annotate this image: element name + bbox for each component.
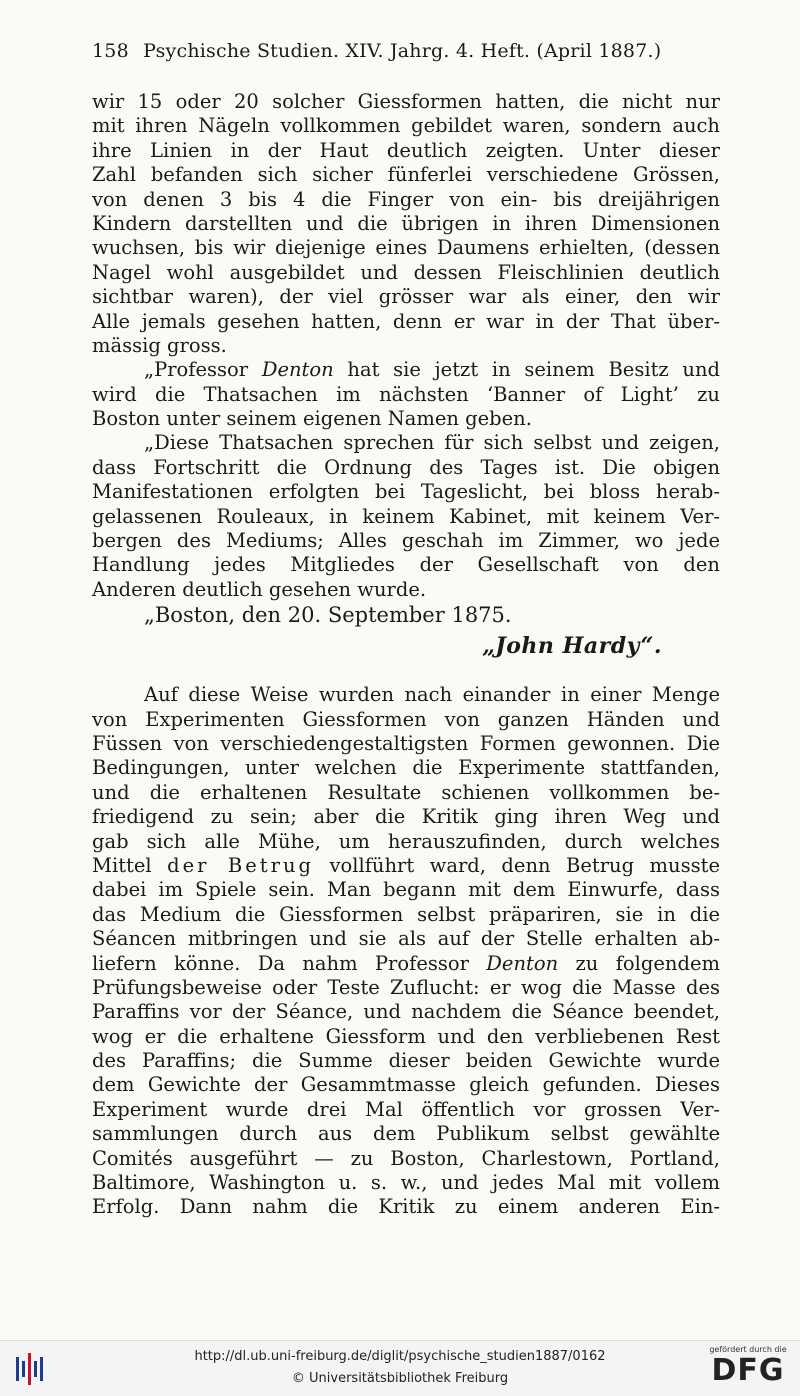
viewer-footer <box>0 1340 800 1396</box>
emphasized-text: der Betrug <box>167 853 314 877</box>
text-line: Anderen deutlich gesehen wurde. <box>92 577 427 601</box>
text-line: des Paraffins; die Summe dieser beiden Gewichte wurde <box>92 1049 720 1073</box>
person-name: Denton <box>486 951 559 975</box>
text-line: friedigend zu sein; aber die Kritik ging ihren Weg und <box>92 805 720 829</box>
text-line: Füssen von verschiedengestaltigsten Formen gewonnen. Die <box>92 731 720 755</box>
text-segment: zu folgendem <box>558 951 720 975</box>
text-line: ihre Linien in der Haut deutlich zeigten. Unter dieser <box>92 138 720 162</box>
source-url[interactable]: http://dl.ub.uni-freiburg.de/diglit/psychische_studien1887/0162 <box>194 1349 606 1364</box>
text-line: das Medium die Giessformen selbst präpariren, sie in die <box>92 902 720 926</box>
text-line: Alle jemals gesehen hatten, denn er war in der That über- <box>92 309 720 333</box>
text-line: Zahl befanden sich sicher fünferlei verschiedene Grössen, <box>92 163 720 187</box>
text-line: Handlung jedes Mitgliedes der Gesellschaft von den <box>92 553 720 577</box>
text-line: Séancen mitbringen und sie als auf der Stelle erhalten ab- <box>92 927 720 951</box>
text-line: gelassenen Rouleaux, in keinem Kabinet, mit keinem Ver- <box>92 504 720 528</box>
text-line: Nagel wohl ausgebildet und dessen Fleischlinien deutlich <box>92 260 720 284</box>
text-line: Bedingungen, unter welchen die Experimente stattfanden, <box>92 756 720 780</box>
text-line: Kindern darstellten und die übrigen in ihren Dimensionen <box>92 211 720 235</box>
text-line: von denen 3 bis 4 die Finger von ein- bis dreijährigen <box>92 187 720 211</box>
page-number: 158 <box>92 40 129 62</box>
text-line: Comités ausgeführt — zu Boston, Charlestown, Portland, <box>92 1146 720 1170</box>
text-segment: Mittel <box>92 853 168 877</box>
text-segment: liefern könne. Da nahm Professor <box>92 951 487 975</box>
text-segment: „Professor <box>144 358 262 382</box>
text-line: Paraffins vor der Séance, und nachdem die Séance beendet, <box>92 1000 720 1024</box>
paragraph-gap <box>92 663 720 683</box>
text-line: Prüfungsbeweise oder Teste Zuflucht: er wog die Masse des <box>92 975 720 999</box>
dateline: „Boston, den 20. September 1875. <box>144 603 512 628</box>
text-line: von Experimenten Giessformen von ganzen Händen und <box>92 707 720 731</box>
copyright-notice: © Universitätsbibliothek Freiburg <box>291 1371 509 1386</box>
text-line <box>92 854 720 878</box>
text-line: Erfolg. Dann nahm die Kritik zu einem anderen Ein- <box>92 1195 720 1219</box>
dfg-caption: gefördert durch die <box>709 1345 787 1354</box>
text-line: gab sich alle Mühe, um herauszufinden, durch welches <box>92 829 720 853</box>
text-line: dem Gewichte der Gesammtmasse gleich gefunden. Dieses <box>92 1073 720 1097</box>
person-name: Denton <box>261 358 334 382</box>
text-line <box>92 952 720 976</box>
signature: „John Hardy“. <box>482 633 662 660</box>
text-line: „Diese Thatsachen sprechen für sich selbst und zeigen, <box>144 431 720 455</box>
running-header <box>92 40 732 62</box>
text-line: Baltimore, Washington u. s. w., und jedes Mal mit vollem <box>92 1171 720 1195</box>
text-segment: vollführt ward, denn Betrug musste <box>314 853 720 877</box>
body-text <box>92 90 720 1220</box>
text-line: sichtbar waren), der viel grösser war als einer, den wir <box>92 285 720 309</box>
text-line: und die erhaltenen Resultate schienen vollkommen be- <box>92 780 720 804</box>
text-line: mässig gross. <box>92 333 227 357</box>
text-line: dabei im Spiele sein. Man begann mit dem Einwurfe, dass <box>92 878 720 902</box>
text-line: bergen des Mediums; Alles geschah im Zimmer, wo jede <box>92 529 720 553</box>
text-line: wir 15 oder 20 solcher Giessformen hatten, die nicht nur <box>92 90 720 113</box>
text-line: wog er die erhaltene Giessform und den verbliebenen Rest <box>92 1024 720 1048</box>
text-line: wuchsen, bis wir diejenige eines Daumens erhielten, (dessen <box>92 236 720 260</box>
text-line: sammlungen durch aus dem Publikum selbst gewählte <box>92 1122 720 1146</box>
text-line: mit ihren Nägeln vollkommen gebildet waren, sondern auch <box>92 114 720 138</box>
text-segment: hat sie jetzt in seinem Besitz und <box>333 358 720 382</box>
dfg-logo <box>706 1345 790 1393</box>
text-line: Auf diese Weise wurden nach einander in einer Menge <box>144 683 720 707</box>
text-line: dass Fortschritt die Ordnung des Tages ist. Die obigen <box>92 455 720 479</box>
running-title: Psychische Studien. XIV. Jahrg. 4. Heft. (April 1887.) <box>143 40 662 62</box>
text-line: wird die Thatsachen im nächsten ‘Banner of Light’ zu <box>92 382 720 406</box>
text-line <box>92 358 720 382</box>
text-line: Experiment wurde drei Mal öffentlich vor grossen Ver- <box>92 1097 720 1121</box>
text-line: Boston unter seinem eigenen Namen geben. <box>92 407 532 431</box>
text-line: Manifestationen erfolgten bei Tageslicht, bei bloss herab- <box>92 480 720 504</box>
dfg-logo-text: DFG <box>711 1353 785 1388</box>
